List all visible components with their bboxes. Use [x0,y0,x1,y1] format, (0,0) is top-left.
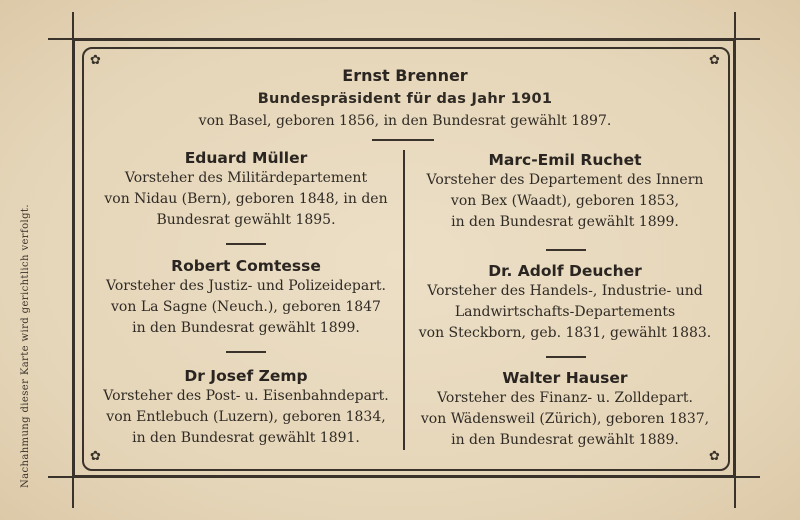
bottom-rule [48,476,760,478]
person-line: von Entlebuch (Luzern), geboren 1834, [106,409,386,425]
person-line: Landwirtschafts-Departements [454,304,676,320]
person-line: in den Bundesrat gewählt 1889. [451,432,679,448]
entry-separator [226,351,266,353]
header-separator [372,139,434,141]
person-name: Dr. Adolf Deucher [488,262,642,280]
person-name: Marc-Emil Ruchet [488,151,642,169]
person-line: von Steckborn, geb. 1831, gewählt 1883. [418,325,712,341]
person-line: Vorsteher des Post- u. Eisenbahndepart. [103,388,389,404]
ornament-icon: ✿ [709,53,720,68]
entry-separator [546,249,586,251]
entry-separator [546,356,586,358]
right-entry-3 [406,368,724,451]
person-line: Bundesrat gewählt 1895. [156,212,336,228]
person-name: Robert Comtesse [171,257,321,275]
person-line: von La Sagne (Neuch.), geboren 1847 [111,299,381,315]
header-block [150,64,660,132]
person-line: von Bex (Waadt), geboren 1853, [450,193,680,209]
person-line: von Nidau (Bern), geboren 1848, in den [104,191,388,207]
president-title: Bundespräsident für das Jahr 1901 [257,91,553,107]
person-line: von Wädensweil (Zürich), geboren 1837, [420,411,710,427]
person-line: Vorsteher des Handels-, Industrie- und [427,283,703,299]
person-line: Vorsteher des Finanz- u. Zolldepart. [437,390,693,406]
left-entry-1 [88,148,404,231]
president-name: Ernst Brenner [342,66,468,85]
right-rule [734,12,736,508]
person-line: Vorsteher des Justiz- und Polizeidepart. [106,278,386,294]
person-name: Dr Josef Zemp [184,367,308,385]
person-line: Vorsteher des Militärdepartement [124,170,368,186]
person-line: in den Bundesrat gewählt 1899. [451,214,679,230]
left-entry-2 [88,256,404,339]
right-entry-2 [406,261,724,344]
person-name: Walter Hauser [502,369,628,387]
right-entry-1 [406,150,724,233]
ornament-icon: ✿ [90,449,101,464]
person-line: Vorsteher des Departement des Innern [426,172,704,188]
entry-separator [226,243,266,245]
ornament-icon: ✿ [90,53,101,68]
copyright-note: Nachahmung dieser Karte wird gerichtlich verfolgt. [20,204,31,488]
person-name: Eduard Müller [184,149,308,167]
person-line: in den Bundesrat gewählt 1899. [132,320,360,336]
president-details: von Basel, geboren 1856, in den Bundesrat gewählt 1897. [198,113,612,129]
left-entry-3 [88,366,404,449]
person-line: in den Bundesrat gewählt 1891. [132,430,360,446]
ornament-icon: ✿ [709,449,720,464]
